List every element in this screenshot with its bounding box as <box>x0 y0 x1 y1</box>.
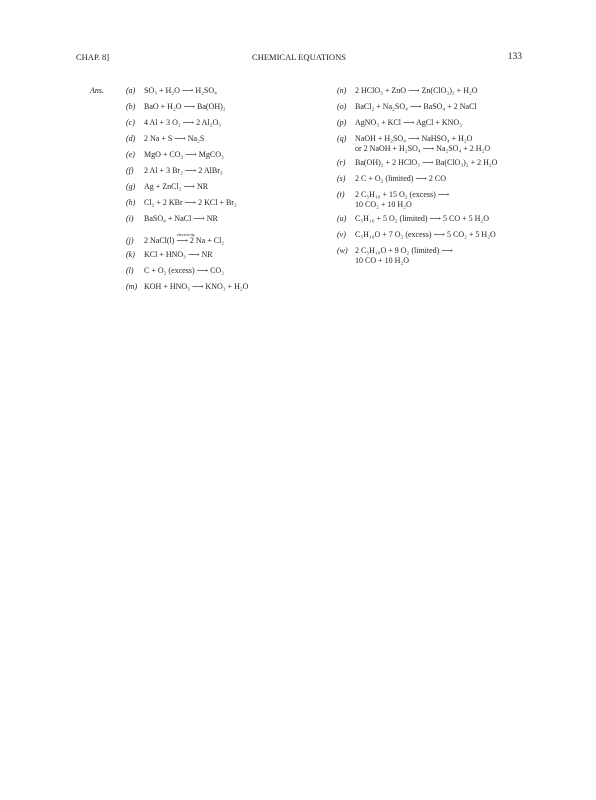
equation-continuation: 10 CO + 10 H₂O <box>355 256 409 265</box>
equation: 2 C + O₂ (limited) ⟶ 2 CO <box>355 174 446 183</box>
item-label: (h) <box>126 198 136 207</box>
equation: 2 C₅H₁₀ + 15 O₂ (excess) ⟶ <box>355 190 450 199</box>
equation: 2 Na + S ⟶ Na₂S <box>144 134 205 143</box>
item-label: (o) <box>337 102 347 111</box>
equation: SO₃ + H₂O ⟶ H₂SO₄ <box>144 86 217 95</box>
equation: AgNO₃ + KCl ⟶ AgCl + KNO₃ <box>355 118 462 127</box>
equation-continuation: 10 CO₂ + 10 H₂O <box>355 200 412 209</box>
answer-item <box>337 158 537 174</box>
answer-item <box>126 86 326 102</box>
item-label: (g) <box>126 182 136 191</box>
item-label: (p) <box>337 118 347 127</box>
equation-continuation: or 2 NaOH + H₂SO₄ ⟶ Na₂SO₄ + 2 H₂O <box>355 144 491 153</box>
item-label: (s) <box>337 174 346 183</box>
answer-item <box>337 174 537 190</box>
answer-item <box>337 214 537 230</box>
item-label: (v) <box>337 230 346 239</box>
answers-left-column <box>126 86 326 298</box>
answer-item <box>337 190 537 214</box>
item-label: (b) <box>126 102 136 111</box>
answer-item <box>337 118 537 134</box>
answer-item <box>126 150 326 166</box>
answer-item <box>126 198 326 214</box>
item-label: (d) <box>126 134 136 143</box>
equation: KCl + HNO₃ ⟶ NR <box>144 250 213 259</box>
equation: C₅H₁₀ + 5 O₂ (limited) ⟶ 5 CO + 5 H₂O <box>355 214 489 223</box>
chapter-title: CHEMICAL EQUATIONS <box>252 52 346 62</box>
answer-item <box>126 134 326 150</box>
answer-item <box>337 134 537 158</box>
item-label: (t) <box>337 190 345 199</box>
item-label: (k) <box>126 250 135 259</box>
answer-item <box>126 266 326 282</box>
item-label: (r) <box>337 158 346 167</box>
equation: C + O₂ (excess) ⟶ CO₂ <box>144 266 224 275</box>
equation: 2 Al + 3 Br₂ ⟶ 2 AlBr₃ <box>144 166 223 175</box>
equation: KOH + HNO₃ ⟶ KNO₃ + H₂O <box>144 282 249 291</box>
page-number: 133 <box>507 52 522 62</box>
answer-item <box>337 86 537 102</box>
arrow-condition-label: electricity <box>177 232 195 237</box>
equation: Ag + ZnCl₂ ⟶ NR <box>144 182 209 191</box>
item-label: (c) <box>126 118 135 127</box>
equation: BaSO₄ + NaCl ⟶ NR <box>144 214 218 223</box>
answer-item <box>126 166 326 182</box>
equation: 2 C₅H₁₀O + 9 O₂ (limited) ⟶ <box>355 246 453 255</box>
running-header <box>76 52 522 64</box>
answer-item <box>126 230 326 250</box>
equation: Ba(OH)₂ + 2 HClO₃ ⟶ Ba(ClO₃)₂ + 2 H₂O <box>355 158 498 167</box>
equation: MgO + CO₂ ⟶ MgCO₃ <box>144 150 224 159</box>
item-label: (m) <box>126 282 138 291</box>
equation: 4 Al + 3 O₂ ⟶ 2 Al₂O₃ <box>144 118 222 127</box>
equation: 2 HClO₃ + ZnO ⟶ Zn(ClO₃)₂ + H₂O <box>355 86 478 95</box>
item-label: (n) <box>337 86 347 95</box>
answer-item <box>126 250 326 266</box>
answers-label: Ans. <box>90 86 104 95</box>
answer-item <box>337 230 537 246</box>
equation: 2 NaCl(l) ⟶ 2 Na + Cl₂ <box>144 236 225 245</box>
item-label: (u) <box>337 214 347 223</box>
equation: C₅H₁₀O + 7 O₂ (excess) ⟶ 5 CO₂ + 5 H₂O <box>355 230 496 239</box>
item-label: (f) <box>126 166 134 175</box>
answer-item <box>126 214 326 230</box>
equation: Cl₂ + 2 KBr ⟶ 2 KCl + Br₂ <box>144 198 237 207</box>
item-label: (w) <box>337 246 348 255</box>
item-label: (j) <box>126 236 134 245</box>
equation: BaO + H₂O ⟶ Ba(OH)₂ <box>144 102 226 111</box>
answers-right-column <box>337 86 537 270</box>
answer-item <box>337 102 537 118</box>
item-label: (a) <box>126 86 136 95</box>
answer-item <box>126 102 326 118</box>
chapter-label: CHAP. 8] <box>76 52 110 62</box>
item-label: (l) <box>126 266 134 275</box>
equation: NaOH + H₂SO₄ ⟶ NaHSO₄ + H₂O <box>355 134 473 143</box>
equation: BaCl₂ + Na₂SO₄ ⟶ BaSO₄ + 2 NaCl <box>355 102 477 111</box>
answer-item <box>126 282 326 298</box>
answer-item <box>126 182 326 198</box>
item-label: (q) <box>337 134 347 143</box>
item-label: (e) <box>126 150 135 159</box>
answer-item <box>337 246 537 270</box>
answer-item <box>126 118 326 134</box>
item-label: (i) <box>126 214 134 223</box>
